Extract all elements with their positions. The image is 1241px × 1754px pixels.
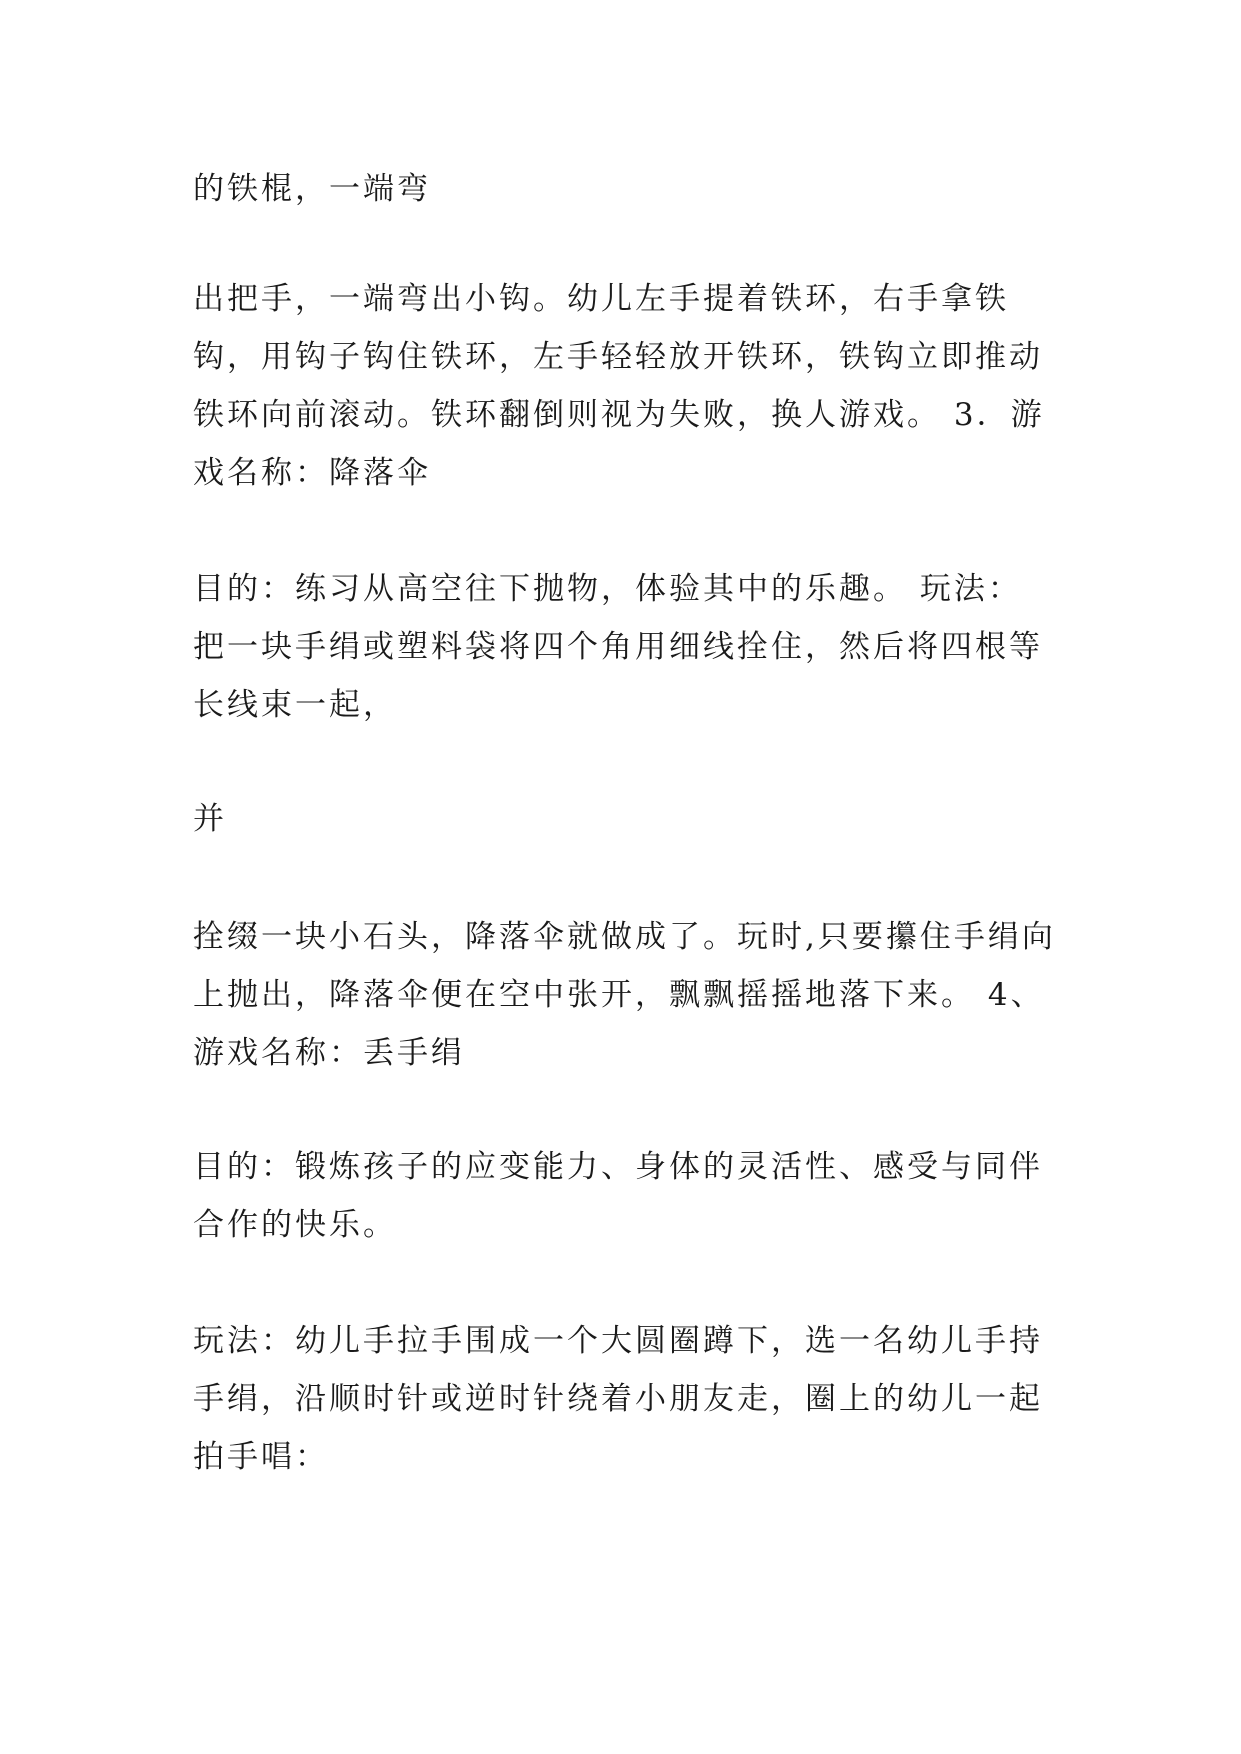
paragraph-5: 拴缀一块小石头，降落伞就做成了。玩时,只要攥住手绢向上抛出，降落伞便在空中张开，飘飘摇摇地落下来。 4、游戏名称：丢手绢 xyxy=(193,919,1056,1071)
paragraph-3: 目的：练习从高空往下抛物，体验其中的乐趣。 玩法： 把一块手绢或塑料袋将四个角用细线拴住，然后将四根等长线束一起， xyxy=(193,571,1043,723)
paragraph-6: 目的：锻炼孩子的应变能力、身体的灵活性、感受与同伴合作的快乐。 xyxy=(193,1149,1043,1243)
paragraph-7: 玩法：幼儿手拉手围成一个大圆圈蹲下，选一名幼儿手持手绢，沿顺时针或逆时针绕着小朋友走，圈上的幼儿一起拍手唱： xyxy=(193,1323,1043,1475)
paragraph-1: 的铁棍，一端弯 xyxy=(193,171,431,207)
paragraph-2: 出把手，一端弯出小钩。幼儿左手提着铁环，右手拿铁钩，用钩子钩住铁环，左手轻轻放开铁环，铁钩立即推动铁环向前滚动。铁环翻倒则视为失败，换人游戏。 3．游戏名称：降落伞 xyxy=(193,281,1045,491)
paragraph-4: 并 xyxy=(193,801,227,837)
